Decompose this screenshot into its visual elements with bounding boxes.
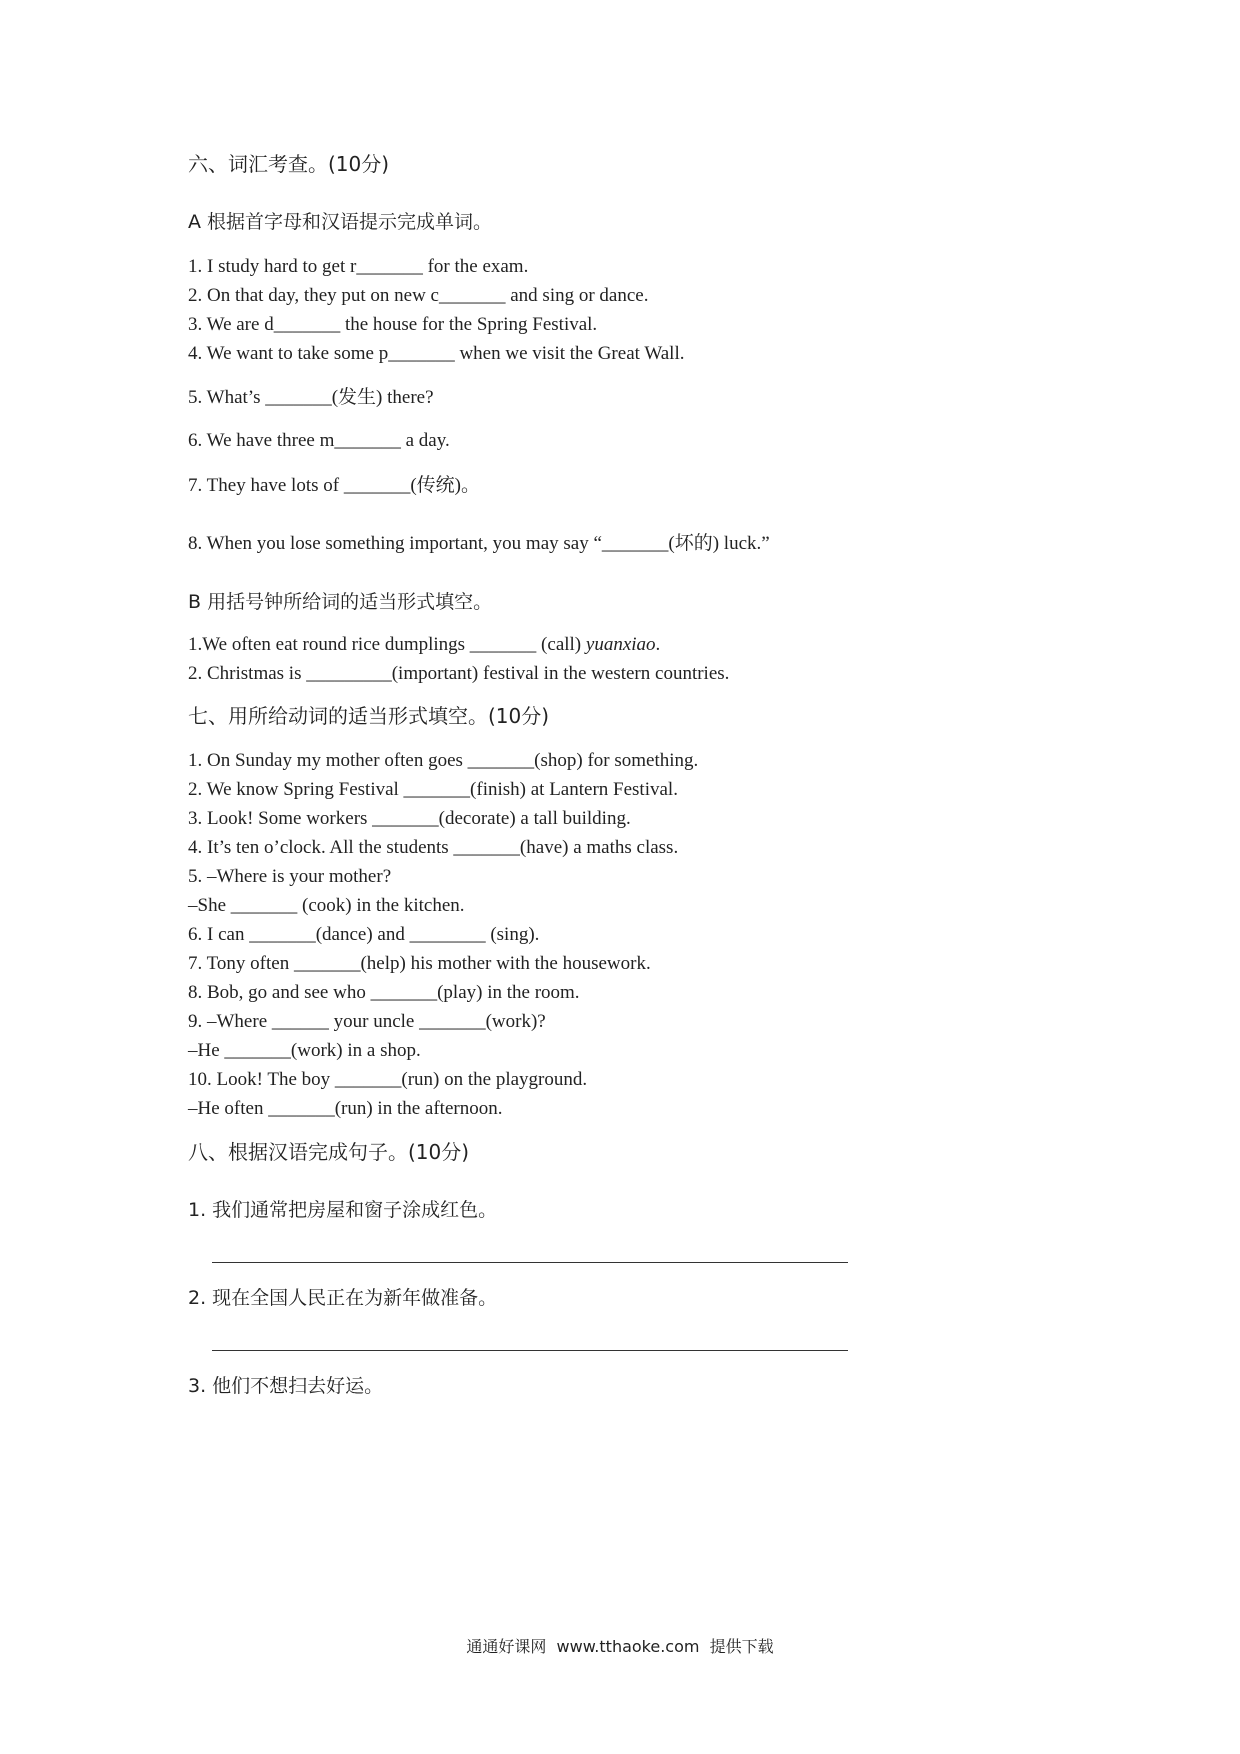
section8-item: 1. 我们通常把房屋和窗子涂成红色。: [188, 1199, 498, 1221]
section6-partA-item: 8. When you lose something important, you may say “_______(坏的) luck.”: [188, 533, 770, 554]
answer-line: [212, 1350, 848, 1351]
section7-item: 8. Bob, go and see who _______(play) in the room.: [188, 982, 580, 1003]
section6-title: 六、词汇考查。(10分): [188, 152, 390, 176]
section7-item: 7. Tony often _______(help) his mother with the housework.: [188, 953, 651, 974]
section8-item: 3. 他们不想扫去好运。: [188, 1375, 384, 1397]
footer-watermark: 通通好课网 www.tthaoke.com 提供下载: [466, 1637, 774, 1656]
section6-partA-item: 3. We are d_______ the house for the Spring Festival.: [188, 314, 598, 335]
section7-item: –She _______ (cook) in the kitchen.: [188, 895, 465, 916]
section6-partA-item: 1. I study hard to get r_______ for the exam.: [188, 256, 529, 277]
section6-partA-title: A 根据首字母和汉语提示完成单词。: [188, 211, 493, 233]
section7-item: –He _______(work) in a shop.: [188, 1040, 421, 1061]
section7-item: 1. On Sunday my mother often goes _______(shop) for something.: [188, 750, 699, 771]
section6-partA-item: 4. We want to take some p_______ when we visit the Great Wall.: [188, 343, 685, 364]
section8-item: 2. 现在全国人民正在为新年做准备。: [188, 1287, 498, 1309]
section7-item: 3. Look! Some workers _______(decorate) a tall building.: [188, 808, 631, 829]
section6-partA-item: 7. They have lots of _______(传统)。: [188, 475, 480, 496]
section7-item: 2. We know Spring Festival _______(finish) at Lantern Festival.: [188, 779, 678, 800]
section6-partB-item: 1.We often eat round rice dumplings _______ (call) yuanxiao.: [188, 634, 661, 655]
section7-item: 9. –Where ______ your uncle _______(work)?: [188, 1011, 546, 1032]
section6-partA-item: 2. On that day, they put on new c_______ and sing or dance.: [188, 285, 649, 306]
section7-item: 5. –Where is your mother?: [188, 866, 392, 887]
section6-partB-item: 2. Christmas is _________(important) festival in the western countries.: [188, 663, 730, 684]
answer-line: [212, 1262, 848, 1263]
section6-partB-title: B 用括号钟所给词的适当形式填空。: [188, 591, 493, 613]
section7-item: –He often _______(run) in the afternoon.: [188, 1098, 503, 1119]
section6-partA-item: 6. We have three m_______ a day.: [188, 430, 450, 451]
section8-title: 八、根据汉语完成句子。(10分): [188, 1140, 470, 1164]
section7-item: 4. It’s ten o’clock. All the students _______(have) a maths class.: [188, 837, 679, 858]
section7-item: 6. I can _______(dance) and ________ (sing).: [188, 924, 540, 945]
section6-partA-item: 5. What’s _______(发生) there?: [188, 387, 434, 408]
section7-item: 10. Look! The boy _______(run) on the playground.: [188, 1069, 588, 1090]
section7-title: 七、用所给动词的适当形式填空。(10分): [188, 704, 550, 728]
